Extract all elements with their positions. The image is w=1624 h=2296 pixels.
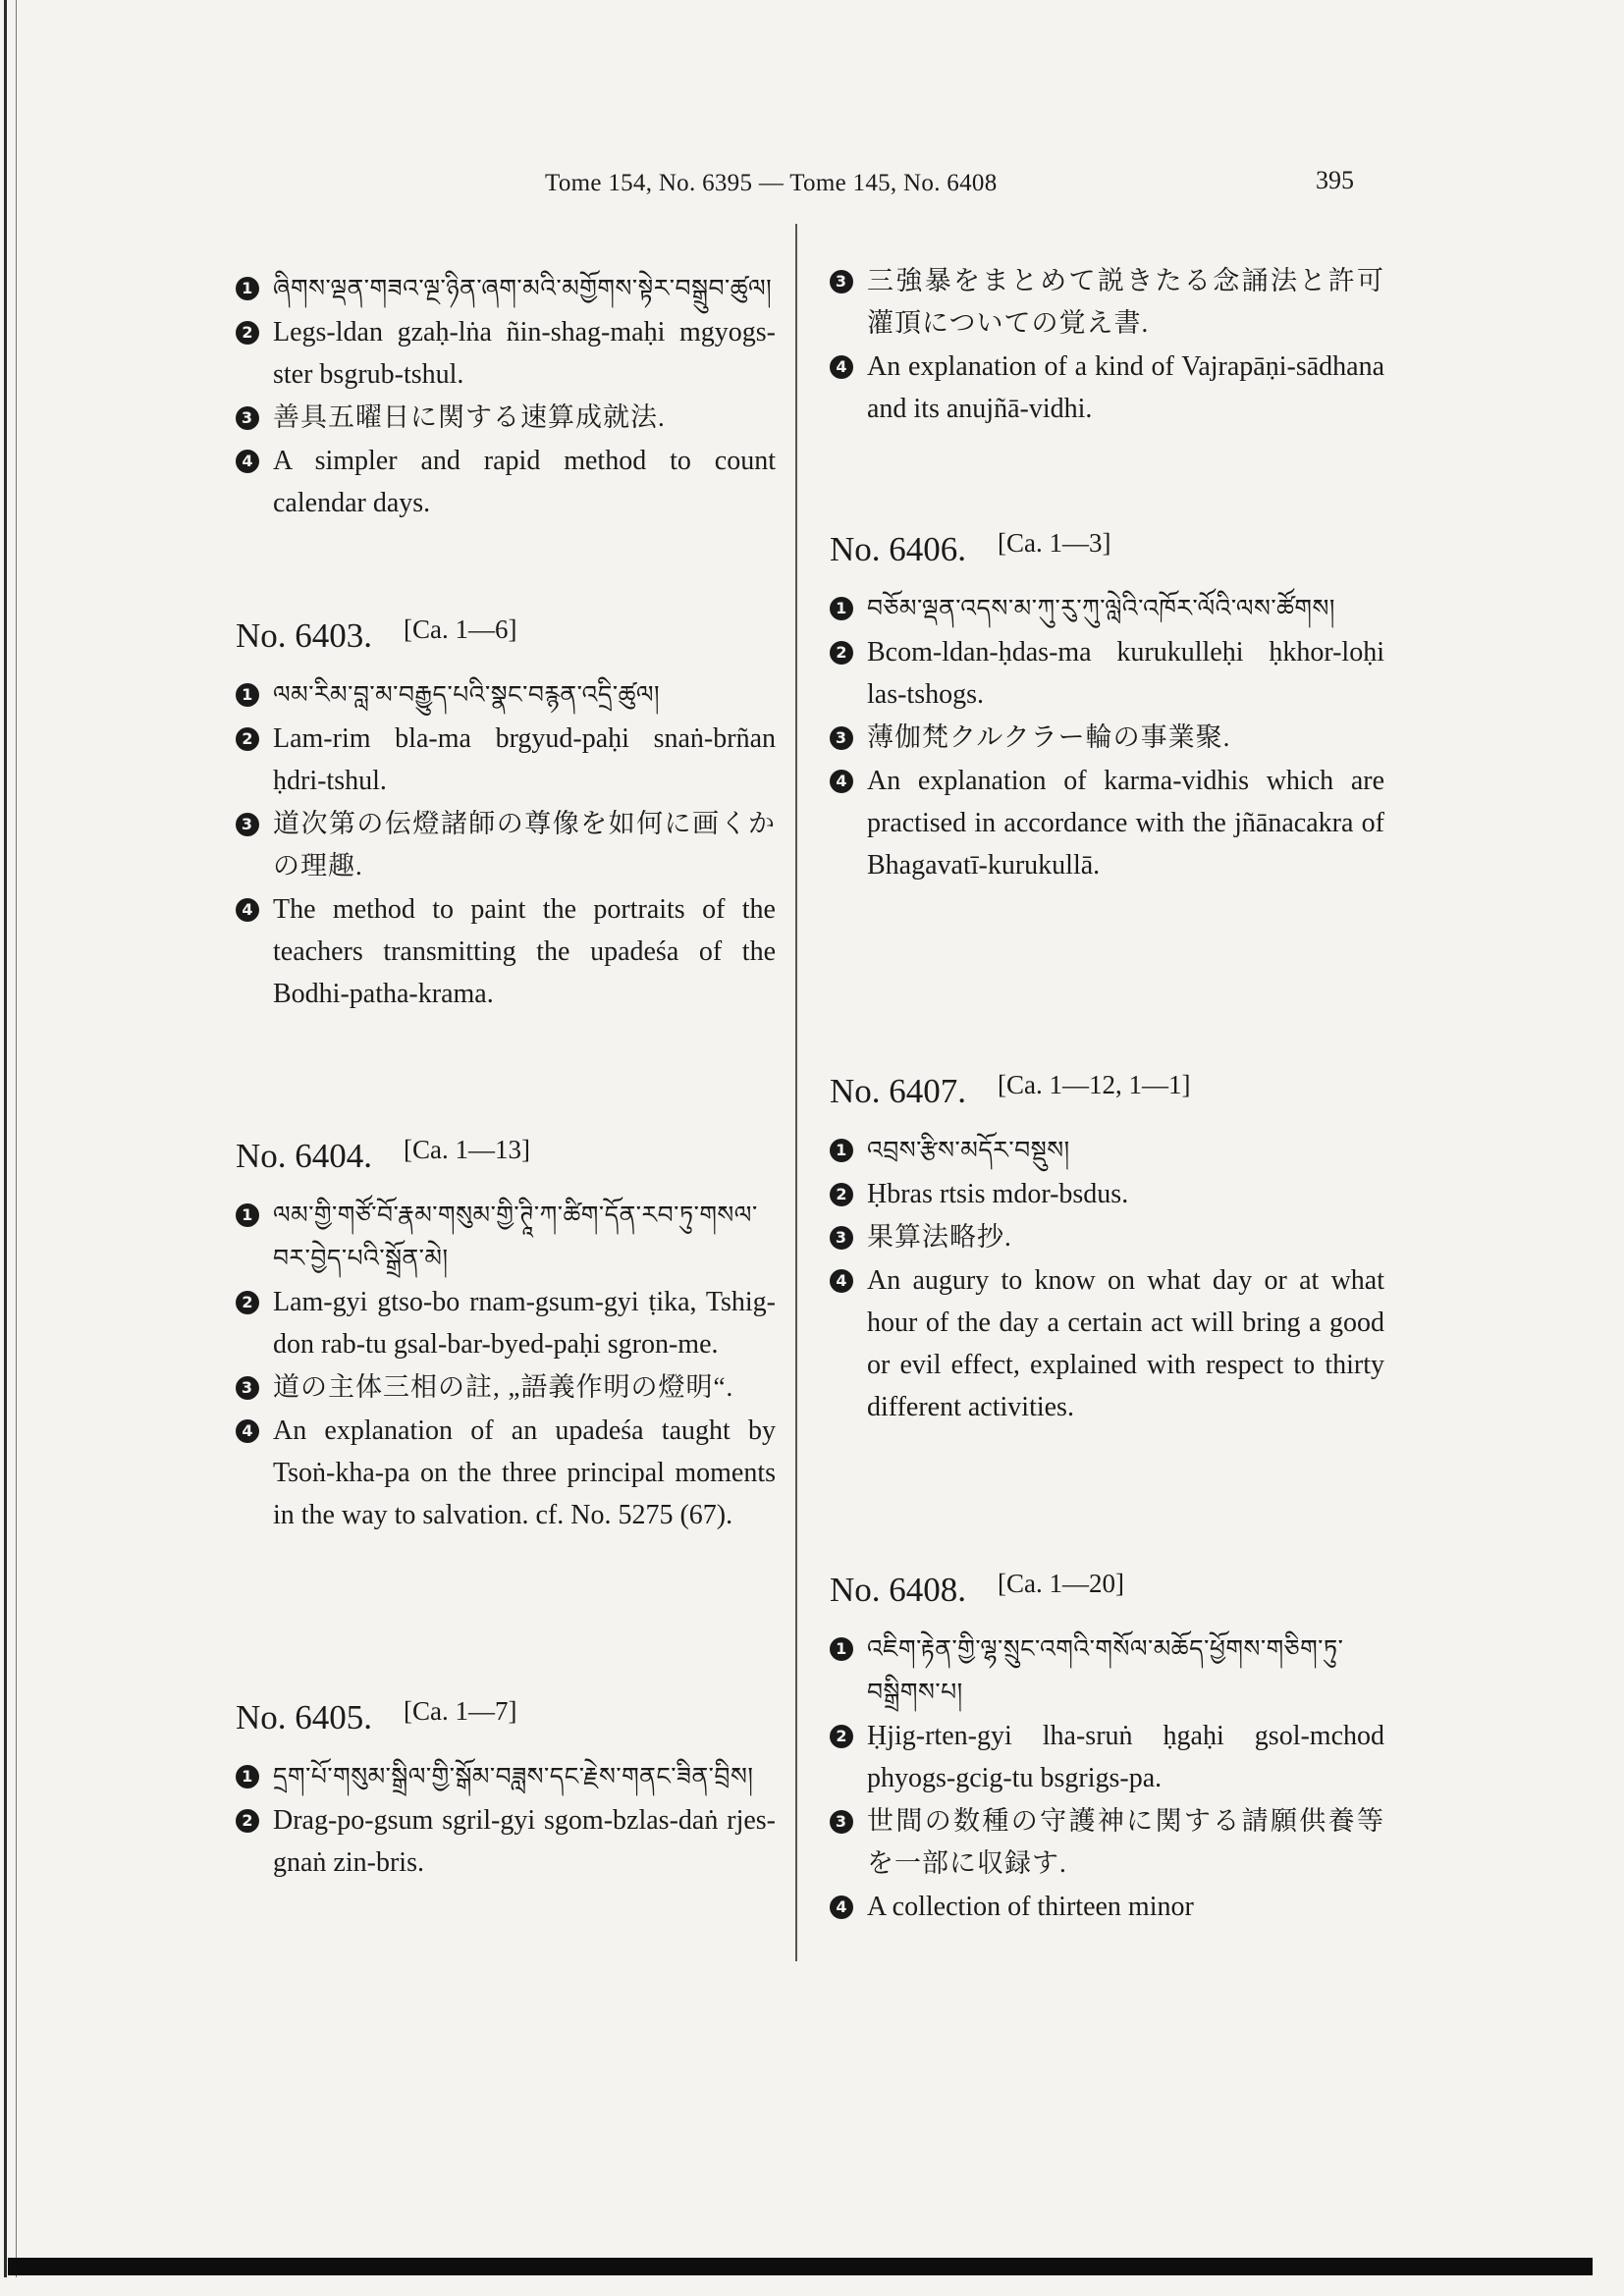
transliteration-line [236, 311, 776, 396]
marker-1-icon: 1 [830, 597, 853, 620]
entry-heading [830, 1571, 1384, 1622]
marker-1-icon: 1 [236, 1203, 259, 1227]
entry-heading [830, 1072, 1384, 1123]
marker-2-icon: 2 [830, 641, 853, 665]
english-line [830, 760, 1384, 886]
marker-4-icon: 4 [830, 1896, 853, 1919]
english-line [236, 440, 776, 524]
line-text: Ḥjig-rten-gyi lha-sruṅ ḥgaḥi gsol-mchod phyogs-gcig-tu bsgrigs-pa. [867, 1721, 1384, 1793]
line-text: Drag-po-gsum sgril-gyi sgom-bzlas-daṅ rjes-gnaṅ zin-bris. [273, 1805, 776, 1878]
line-text: 三強暴をまとめて説きたる念誦法と許可灌頂についての覚え書. [867, 266, 1384, 338]
page-bottom-bar [8, 2258, 1593, 2275]
line-text: Lam-gyi gtso-bo rnam-gsum-gyi ṭika, Tshig-don rab-tu gsal-bar-byed-paḥi sgron-me. [273, 1287, 776, 1360]
entry-heading [236, 1137, 776, 1188]
entry-number: No. 6403. [236, 616, 373, 655]
japanese-line [830, 260, 1384, 345]
marker-3-icon: 3 [236, 813, 259, 836]
japanese-line [830, 717, 1384, 759]
transliteration-line [830, 1715, 1384, 1799]
column-divider [795, 224, 797, 1961]
entry-6405 [236, 1698, 776, 1885]
marker-4-icon: 4 [236, 450, 259, 473]
line-text: Bcom-ldan-ḥdas-ma kurukulleḥi ḥkhor-loḥi las-tshogs. [867, 637, 1384, 710]
entry-heading [236, 1698, 776, 1749]
marker-3-icon: 3 [236, 406, 259, 430]
line-text: The method to paint the portraits of the teachers transmitting the upadeśa of the Bodhi-patha-krama. [273, 894, 776, 1009]
transliteration-line [830, 631, 1384, 716]
marker-1-icon: 1 [236, 1765, 259, 1789]
japanese-line [830, 1800, 1384, 1885]
marker-3-icon: 3 [830, 726, 853, 750]
entry-number: No. 6406. [830, 530, 967, 568]
line-text: Ḥbras rtsis mdor-bsdus. [867, 1179, 1129, 1209]
entry-ca-reference: [Ca. 1—20] [998, 1569, 1125, 1598]
entry-6404 [236, 1137, 776, 1537]
entry-ca-reference: [Ca. 1—3] [998, 528, 1111, 558]
line-text: 世間の数種の守護神に関する請願供養等を一部に収録す. [867, 1806, 1384, 1878]
japanese-line [236, 397, 776, 439]
line-text: བཅོམ་ལྡན་འདས་མ་ཀུ་རུ་ཀུ་ལླེའི་འཁོར་ལོའི་ལས་ཚོགས། [867, 594, 1335, 622]
entry-ca-reference: [Ca. 1—12, 1—1] [998, 1070, 1191, 1099]
tibetan-line [236, 1194, 776, 1280]
line-text: འཇིག་རྟེན་གྱི་ལྷ་སྲུང་འགའི་གསོལ་མཆོད་ཕྱོགས་གཅིག་ཏུ་བསྒྲིགས་པ། [867, 1634, 1344, 1706]
marker-2-icon: 2 [830, 1183, 853, 1206]
transliteration-line [236, 718, 776, 802]
marker-3-icon: 3 [236, 1376, 259, 1400]
marker-4-icon: 4 [830, 770, 853, 793]
line-text: An explanation of a kind of Vajrapāṇi-sādhana and its anujñā-vidhi. [867, 351, 1384, 424]
entry-heading [236, 616, 776, 667]
page-number: 395 [1316, 166, 1354, 194]
tibetan-line [236, 673, 776, 717]
continued-entry [236, 267, 776, 525]
entry-number: No. 6404. [236, 1137, 373, 1175]
marker-2-icon: 2 [236, 321, 259, 345]
line-text: 善具五曜日に関する速算成就法. [273, 402, 666, 432]
marker-1-icon: 1 [830, 1637, 853, 1661]
line-text: 道の主体三相の註, „語義作明の燈明“. [273, 1372, 734, 1402]
entry-heading [830, 530, 1384, 581]
transliteration-line [236, 1799, 776, 1884]
tibetan-line [830, 1628, 1384, 1714]
english-line [830, 1259, 1384, 1428]
line-text: A collection of thirteen minor [867, 1892, 1194, 1922]
entry-number: No. 6407. [830, 1072, 967, 1110]
line-text: An explanation of an upadeśa taught by Tsoṅ-kha-pa on the three principal moments in the way to salvation. cf. No. 5275 (67). [273, 1415, 776, 1530]
english-line [236, 1410, 776, 1536]
marker-3-icon: 3 [830, 270, 853, 294]
transliteration-line [236, 1281, 776, 1365]
marker-3-icon: 3 [830, 1810, 853, 1834]
entry-6407 [830, 1072, 1384, 1429]
line-text: 果算法略抄. [867, 1222, 1012, 1252]
tibetan-line [236, 267, 776, 310]
japanese-line [830, 1216, 1384, 1258]
tibetan-line [236, 1755, 776, 1798]
line-text: An augury to know on what day or at what hour of the day a certain act will bring a good or evil effect, explained with respect to thirty different activities. [867, 1265, 1384, 1422]
line-text: Lam-rim bla-ma brgyud-paḥi snaṅ-brñan ḥdri-tshul. [273, 723, 776, 796]
marker-1-icon: 1 [236, 277, 259, 300]
entry-number: No. 6405. [236, 1698, 373, 1736]
line-text: A simpler and rapid method to count calendar days. [273, 446, 776, 518]
line-text: དྲག་པོ་གསུམ་སྒྲིལ་གྱི་སྒོམ་བཟླས་དང་རྗེས་གནང་ཟིན་བྲིས། [273, 1762, 754, 1790]
line-text: Legs-ldan gzaḥ-lṅa ñin-shag-maḥi mgyogs-ster bsgrub-tshul. [273, 317, 776, 390]
marker-2-icon: 2 [830, 1725, 853, 1748]
marker-2-icon: 2 [236, 1291, 259, 1314]
transliteration-line [830, 1173, 1384, 1215]
line-text: ལམ་གྱི་གཙོ་བོ་རྣམ་གསུམ་གྱི་ཊཱི་ཀ་ཚིག་དོན་རབ་ཏུ་གསལ་བར་བྱེད་པའི་སྒྲོན་མེ། [273, 1201, 758, 1272]
page-left-edge [4, 0, 17, 2277]
entry-number: No. 6408. [830, 1571, 967, 1609]
marker-1-icon: 1 [236, 683, 259, 707]
marker-2-icon: 2 [236, 727, 259, 751]
continued-entry [830, 260, 1384, 431]
marker-3-icon: 3 [830, 1226, 853, 1250]
japanese-line [236, 803, 776, 887]
english-line [236, 888, 776, 1015]
tibetan-line [830, 587, 1384, 630]
line-text: ལམ་རིམ་བླ་མ་བརྒྱུད་པའི་སྣང་བརྙན་འདྲི་ཚུལ། [273, 680, 661, 709]
marker-4-icon: 4 [830, 1269, 853, 1293]
marker-2-icon: 2 [236, 1809, 259, 1833]
marker-1-icon: 1 [830, 1139, 853, 1162]
entry-ca-reference: [Ca. 1—13] [404, 1135, 531, 1164]
japanese-line [236, 1366, 776, 1409]
tibetan-line [830, 1129, 1384, 1172]
line-text: 道次第の伝燈諸師の尊像を如何に画くかの理趣. [273, 809, 776, 881]
english-line [830, 1886, 1384, 1928]
marker-4-icon: 4 [830, 355, 853, 379]
running-title: Tome 154, No. 6395 — Tome 145, No. 6408 [545, 170, 998, 196]
line-text: ཞིགས་ལྡན་གཟའ་ལྔ་ཉིན་ཞག་མའི་མགྱོགས་སྟེར་བསྒྲུབ་ཚུལ། [273, 274, 773, 302]
line-text: འབྲས་རྩིས་མདོར་བསྡུས། [867, 1136, 1070, 1164]
marker-4-icon: 4 [236, 898, 259, 922]
entry-ca-reference: [Ca. 1—7] [404, 1696, 517, 1726]
line-text: 薄伽梵クルクラー輪の事業聚. [867, 722, 1231, 752]
entry-6406 [830, 530, 1384, 887]
entry-ca-reference: [Ca. 1—6] [404, 614, 517, 644]
marker-4-icon: 4 [236, 1419, 259, 1443]
entry-6403 [236, 616, 776, 1016]
line-text: An explanation of karma-vidhis which are practised in accordance with the jñānacakra of Bhagavatī-kurukullā. [867, 766, 1384, 881]
entry-6408 [830, 1571, 1384, 1929]
english-line [830, 346, 1384, 430]
